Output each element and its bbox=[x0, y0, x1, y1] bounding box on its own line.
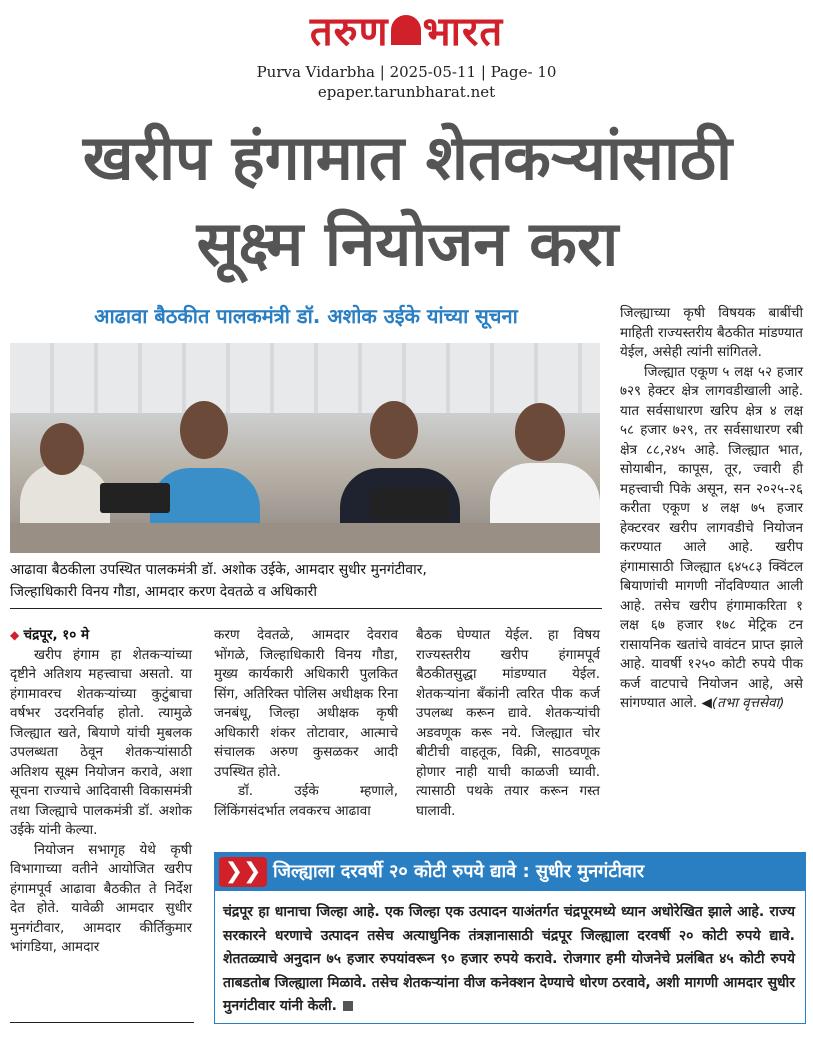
sidebar-text: चंद्रपूर हा धानाचा जिल्हा आहे. एक जिल्हा एक उत्पादन याअंतर्गत चंद्रपूरमध्ये ध्यान अधोरेखित झाले आहे. राज्य सरकारने धरणाचे उत्पादन तसेच अत्याधुनिक तंत्रज्ञानासाठी चंद्रपूर जिल्ह्याला दरवर्षी २० कोटी रुपये द्यावे. शेततळ्याचे अनुदान ७५ हजार रुपयांवरून ९० हजार रुपये करावे. रोजगार हमी योजनेचे प्रलंबित ४५ कोटी रुपये ताबडतोब जिल्ह्याला मिळावे. तसेच शेतकऱ्यांना वीज कनेक्शन देण्याचे धोरण ठरवावे, अशी मागणी आमदार सुधीर मुनगंटीवार यांनी केली. bbox=[223, 904, 795, 1014]
col2-paragraph-1: करण देवतळे, आमदार देवराव भोंगळे, जिल्हाधिकारी विनय गौडा, मुख्य कार्यकारी अधिकारी पुलकित सिंग, अतिरिक्त पोलिस अधीक्षक रिना जनबंधू, जिल्हा अधीक्षक कृषी अधिकारी शंकर तोटावार, आत्माचे संचालक अरुण कुसळकर आदी उपस्थित होते. bbox=[214, 627, 398, 780]
col4-paragraph-1: जिल्ह्याच्या कृषी विषयक बाबींची माहिती राज्यस्तरीय बैठकीत मांडण्यात येईल, असेही त्यांनी सांगितले. bbox=[620, 305, 803, 360]
masthead-part1: तरुण bbox=[309, 9, 389, 55]
credit: (तभा वृत्तसेवा) bbox=[711, 695, 785, 711]
caption-line2: जिल्हाधिकारी विनय गौडा, आमदार करण देवतळे व अधिकारी bbox=[10, 584, 317, 600]
headline-line1: खरीप हंगामात शेतकऱ्यांसाठी bbox=[82, 121, 733, 194]
col3-paragraph-1: बैठक घेण्यात येईल. हा विषय राज्यस्तरीय खरीप हंगामपूर्व बैठकीतसुद्धा मांडण्यात येईल. शेतकऱ्यांना बँकांनी त्वरित पीक कर्ज उपलब्ध करून द्यावे. शेतकऱ्यांची अडवणूक करू नये. जिल्ह्यात चोर बीटीची वाहतूक, विक्री, साठवणूक होणार नाही याची काळजी घ्यावी. त्यासाठी पथके तयार करून गस्त घालावी. bbox=[416, 627, 600, 819]
diamond-bullet-icon: ◆ bbox=[10, 628, 20, 642]
meeting-photo bbox=[10, 343, 600, 553]
sidebar-header bbox=[215, 853, 805, 891]
headline-line2: सूक्ष्म नियोजन करा bbox=[196, 207, 619, 280]
article-column-1 bbox=[10, 626, 192, 958]
col1-paragraph-2: नियोजन सभागृह येथे कृषी विभागाच्या वतीने आयोजित खरीप हंगामपूर्व आढावा बैठकीत ते निर्देश देत होते. यावेळी आमदार सुधीर मुनगंटीवार, आमदार कीर्तिकुमार भांगडिया, आमदार bbox=[10, 841, 192, 955]
subheadline: आढावा बैठकीत पालकमंत्री डॉ. अशोक उईके यांच्या सूचना bbox=[94, 304, 518, 328]
dateline: चंद्रपूर, १० मे bbox=[23, 627, 90, 643]
masthead-part2: भारत bbox=[422, 9, 504, 55]
sidebar-box bbox=[214, 852, 806, 1024]
masthead-logo bbox=[0, 10, 813, 54]
logo-emblem-icon bbox=[391, 15, 421, 45]
sidebar-title: जिल्ह्याला दरवर्षी २० कोटी रुपये द्यावे : सुधीर मुनगंटीवार bbox=[273, 861, 645, 882]
double-chevron-icon: ❯❯ bbox=[219, 857, 267, 887]
column-bottom-rule bbox=[10, 1022, 194, 1023]
edition-line: Purva Vidarbha | 2025-05-11 | Page- 10 bbox=[256, 63, 557, 81]
col1-paragraph-1: खरीप हंगाम हा शेतकऱ्यांच्या दृष्टीने अतिशय महत्त्वाचा असतो. या हंगामावरच शेतकऱ्यांच्या कुटुंबाचा वर्षभर उदरनिर्वाह होतो. त्यामुळे जिल्ह्यात खते, बियाणे यांची मुबलक उपलब्धता ठेवून शेतकऱ्यांसाठी अतिशय सूक्ष्म नियोजन करावे, अशा सूचना राज्याचे आदिवासी विकासमंत्री तथा जिल्ह्याचे पालकमंत्री डॉ. अशोक उईके यांनी केल्या. bbox=[10, 646, 192, 838]
caption-line1: आढावा बैठकीला उपस्थित पालकमंत्री डॉ. अशोक उईके, आमदार सुधीर मुनगंटीवार, bbox=[10, 562, 427, 578]
edition-info bbox=[0, 62, 813, 102]
edition-url: epaper.tarunbharat.net bbox=[317, 83, 496, 101]
caption-divider bbox=[10, 608, 602, 609]
article-column-4 bbox=[620, 304, 803, 714]
article-column-2 bbox=[214, 626, 398, 821]
col2-paragraph-2: डॉ. उईके म्हणाले, लिंकिंगसंदर्भात लवकरच आढावा bbox=[214, 783, 398, 819]
back-triangle-icon: ◀ bbox=[701, 695, 712, 711]
col4-paragraph-2: जिल्ह्यात एकूण ५ लक्ष ५२ हजार ७२९ हेक्टर क्षेत्र लागवडीखाली आहे. यात सर्वसाधारण खरिप क्षेत्र ४ लक्ष ५८ हजार ७२९, तर सर्वसाधारण रबी क्षेत्र ८८,२४५ आहे. जिल्ह्यात भात, सोयाबीन, कापूस, तूर, ज्वारी ही महत्त्वाची पिके असून, सन २०२५-२६ करीता एकूण ४ लक्ष ७५ हजार हेक्टरवर खरीप लागवडीचे नियोजन करण्यात आले आहे. खरीप हंगामासाठी जिल्ह्यात ६४५८३ क्विंटल बियाणांची मागणी नोंदविण्यात आली आहे. तसेच खरीप हंगामाकरिता १ लक्ष ६७ हजार १७८ मेट्रिक टन रासायनिक खतांचे वावंटन प्राप्त झाले आहे. यावर्षी १२५० कोटी रुपये पीक कर्ज वाटपाचे नियोजन आहे, असे सांगण्यात आले. ◀(तभा वृत्तसेवा) bbox=[620, 363, 803, 711]
sidebar-body bbox=[223, 901, 795, 1019]
article-column-3 bbox=[416, 626, 600, 821]
photo-caption bbox=[10, 559, 602, 603]
end-square-icon bbox=[343, 1001, 353, 1011]
